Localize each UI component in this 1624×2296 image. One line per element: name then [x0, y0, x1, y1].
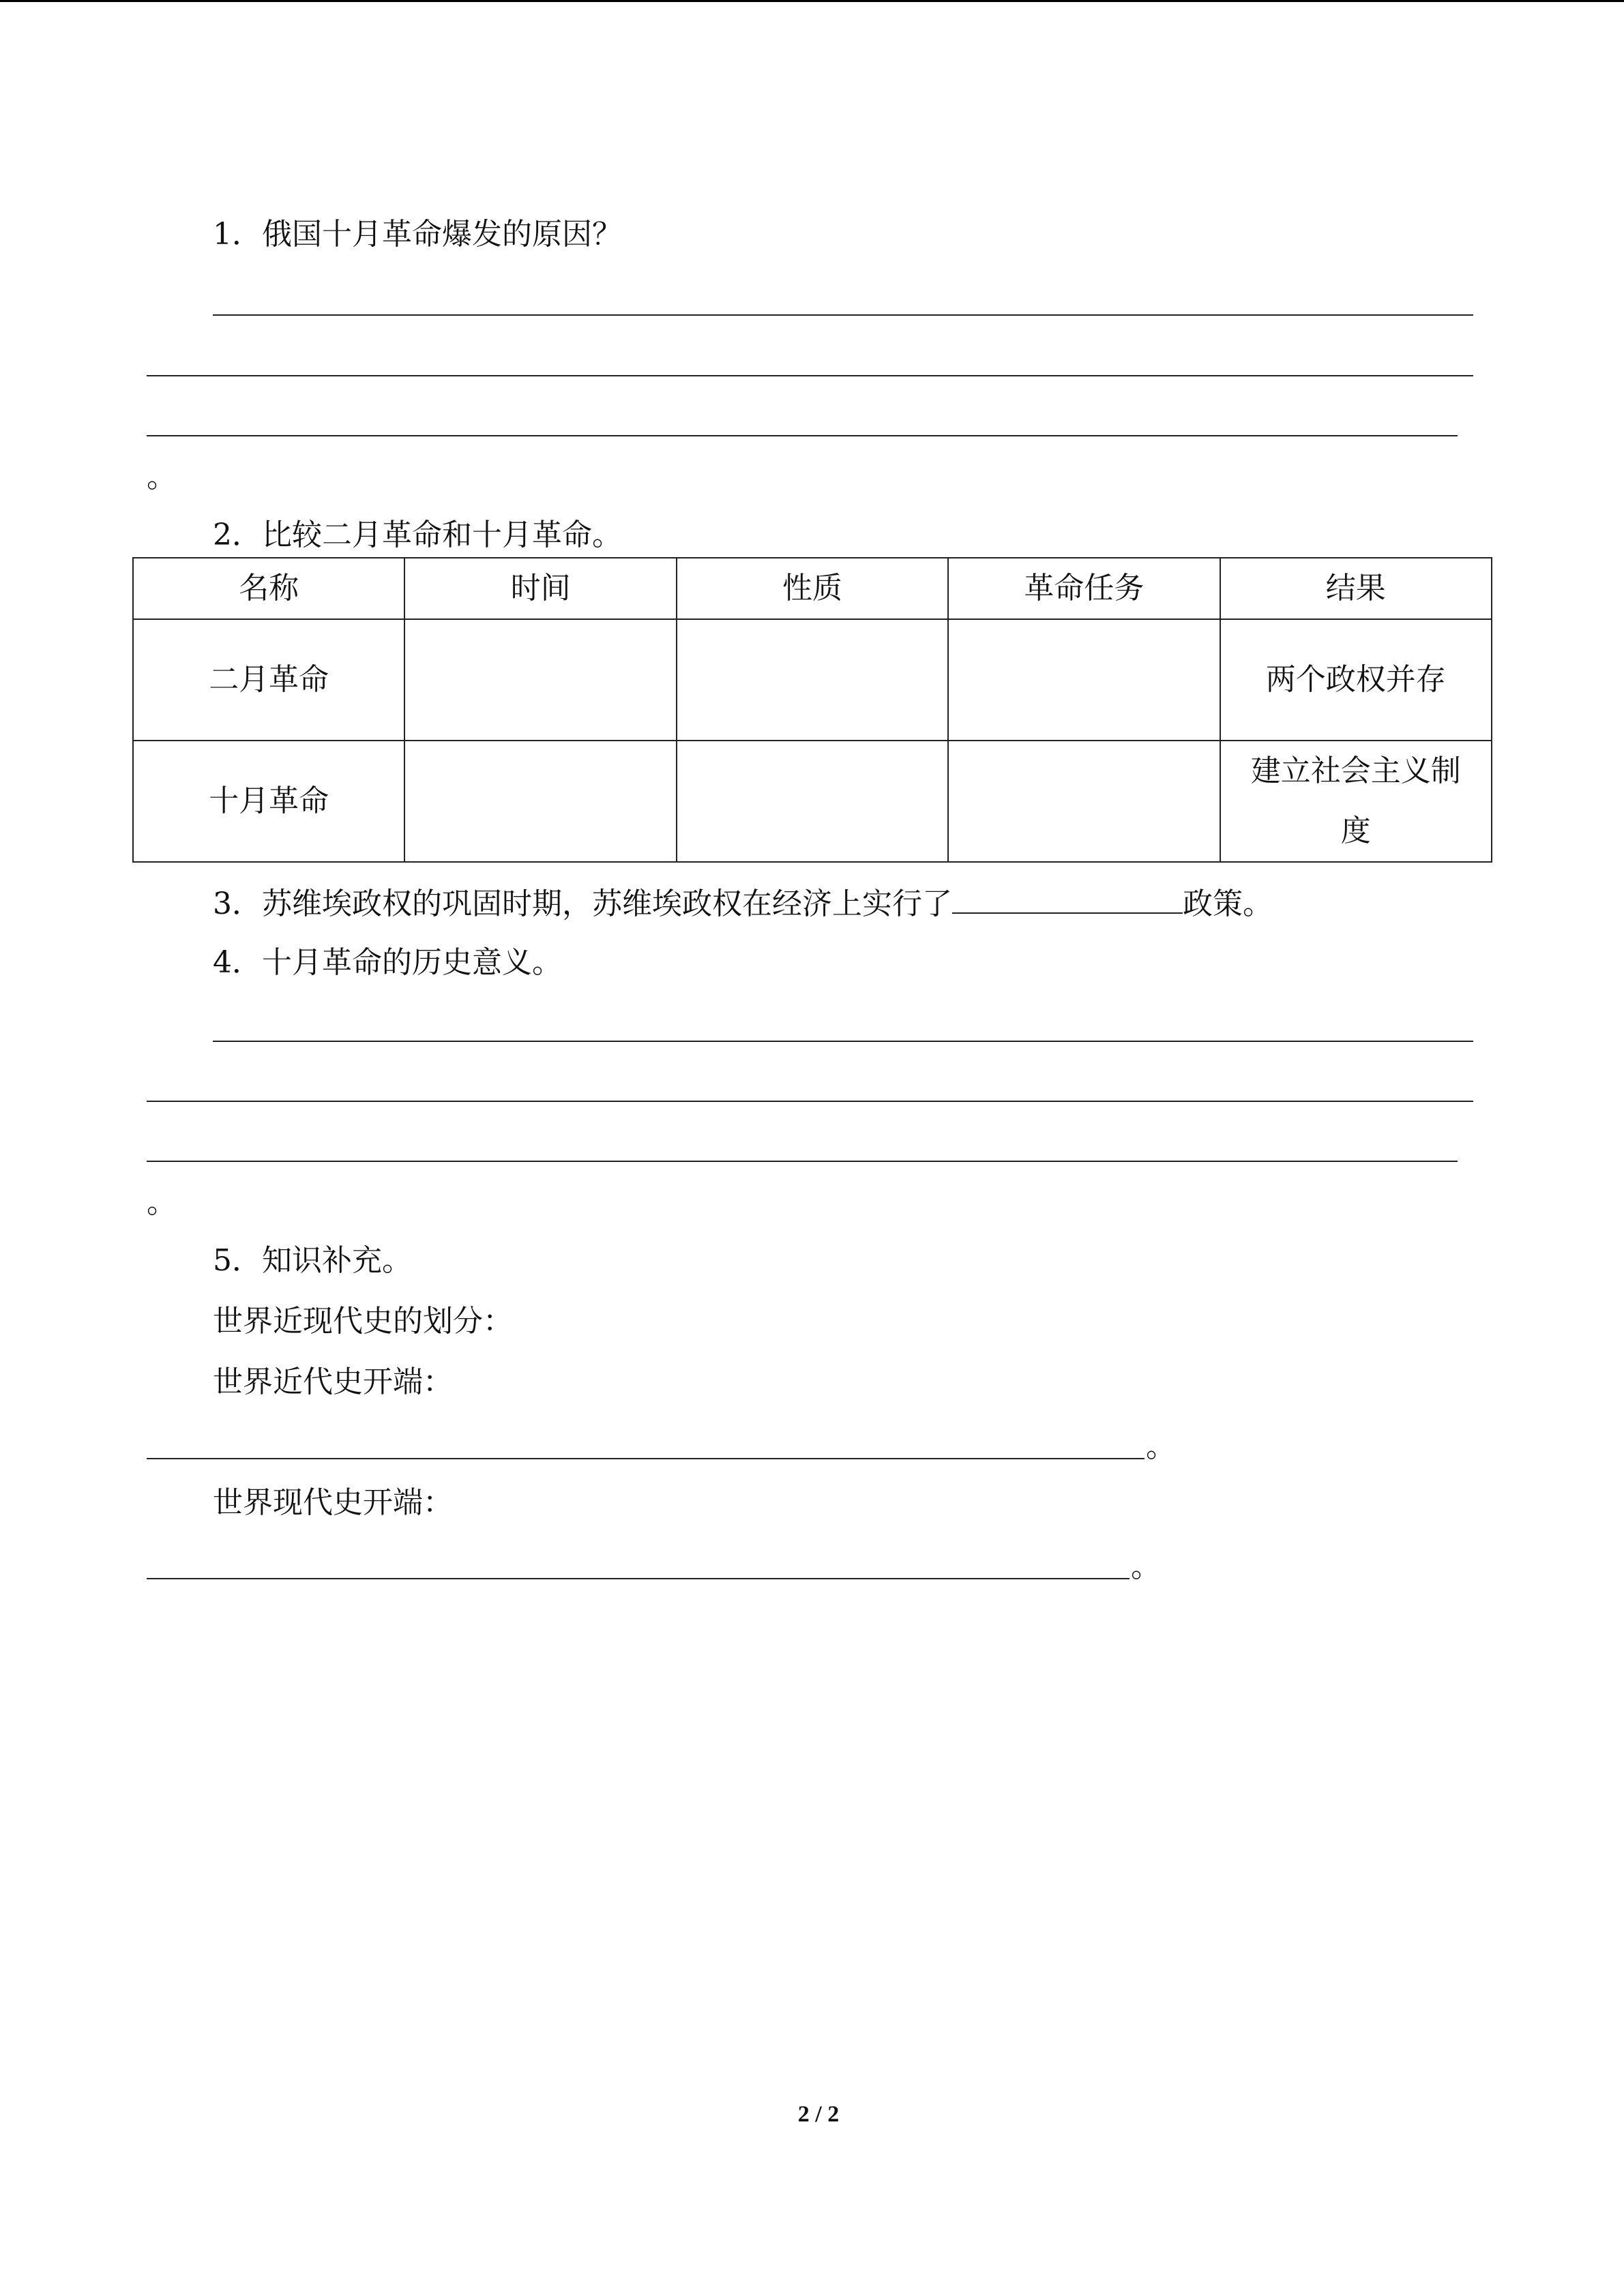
- answer-4-end-mark: 。: [147, 1185, 177, 1220]
- modern-history-label: 世界近代史开端：: [213, 1365, 453, 1399]
- contemporary-history-label: 世界现代史开端：: [213, 1485, 453, 1520]
- comparison-table: [132, 557, 1492, 863]
- answer-1-end-mark: 。: [147, 460, 177, 494]
- cell-feb-result: 两个政权并存: [1220, 619, 1492, 741]
- cell-oct-name: 十月革命: [133, 741, 404, 862]
- answer-line-modern[interactable]: [147, 1458, 1145, 1459]
- question-3-suffix: 政策。: [1183, 886, 1273, 921]
- cell-oct-result: [1220, 741, 1492, 862]
- question-4: 4．十月革命的历史意义。: [213, 945, 562, 980]
- cell-oct-result-text: 建立社会主义制度: [1250, 754, 1461, 848]
- cell-oct-task[interactable]: [948, 741, 1220, 862]
- answer-line-4b[interactable]: [147, 1101, 1473, 1102]
- question-3-text: 3．苏维埃政权的巩固时期，苏维埃政权在经济上实行了: [213, 886, 952, 921]
- question-2: 2．比较二月革命和十月革命。: [213, 518, 622, 552]
- cell-feb-time[interactable]: [404, 619, 676, 741]
- header-nature: 性质: [677, 558, 948, 619]
- cell-oct-time[interactable]: [404, 741, 676, 862]
- question-5: 5．知识补充。: [213, 1243, 412, 1278]
- question-3: [213, 882, 1273, 923]
- table-row: [133, 619, 1492, 741]
- cell-oct-nature[interactable]: [677, 741, 948, 862]
- answer-line-1a[interactable]: [213, 314, 1473, 316]
- answer-line-1c[interactable]: [147, 435, 1458, 436]
- period-division-title: 世界近现代史的划分：: [213, 1304, 513, 1339]
- cell-feb-nature[interactable]: [677, 619, 948, 741]
- question-1: 1．俄国十月革命爆发的原因？: [213, 217, 622, 252]
- top-border: [0, 0, 1624, 2]
- page-number: 2 / 2: [797, 2102, 840, 2127]
- modern-end-mark: 。: [1146, 1429, 1176, 1464]
- header-time: 时间: [404, 558, 676, 619]
- header-result: 结果: [1220, 558, 1492, 619]
- table-row: [133, 741, 1492, 862]
- header-task: 革命任务: [948, 558, 1220, 619]
- table-header-row: [133, 558, 1492, 619]
- answer-line-4c[interactable]: [147, 1161, 1458, 1162]
- cell-feb-task[interactable]: [948, 619, 1220, 741]
- answer-line-1b[interactable]: [147, 375, 1473, 376]
- contemporary-end-mark: 。: [1131, 1549, 1161, 1584]
- answer-line-contemporary[interactable]: [147, 1578, 1130, 1579]
- answer-line-4a[interactable]: [213, 1041, 1473, 1042]
- fill-blank-policy[interactable]: [952, 882, 1183, 914]
- cell-feb-name: 二月革命: [133, 619, 404, 741]
- header-name: 名称: [133, 558, 404, 619]
